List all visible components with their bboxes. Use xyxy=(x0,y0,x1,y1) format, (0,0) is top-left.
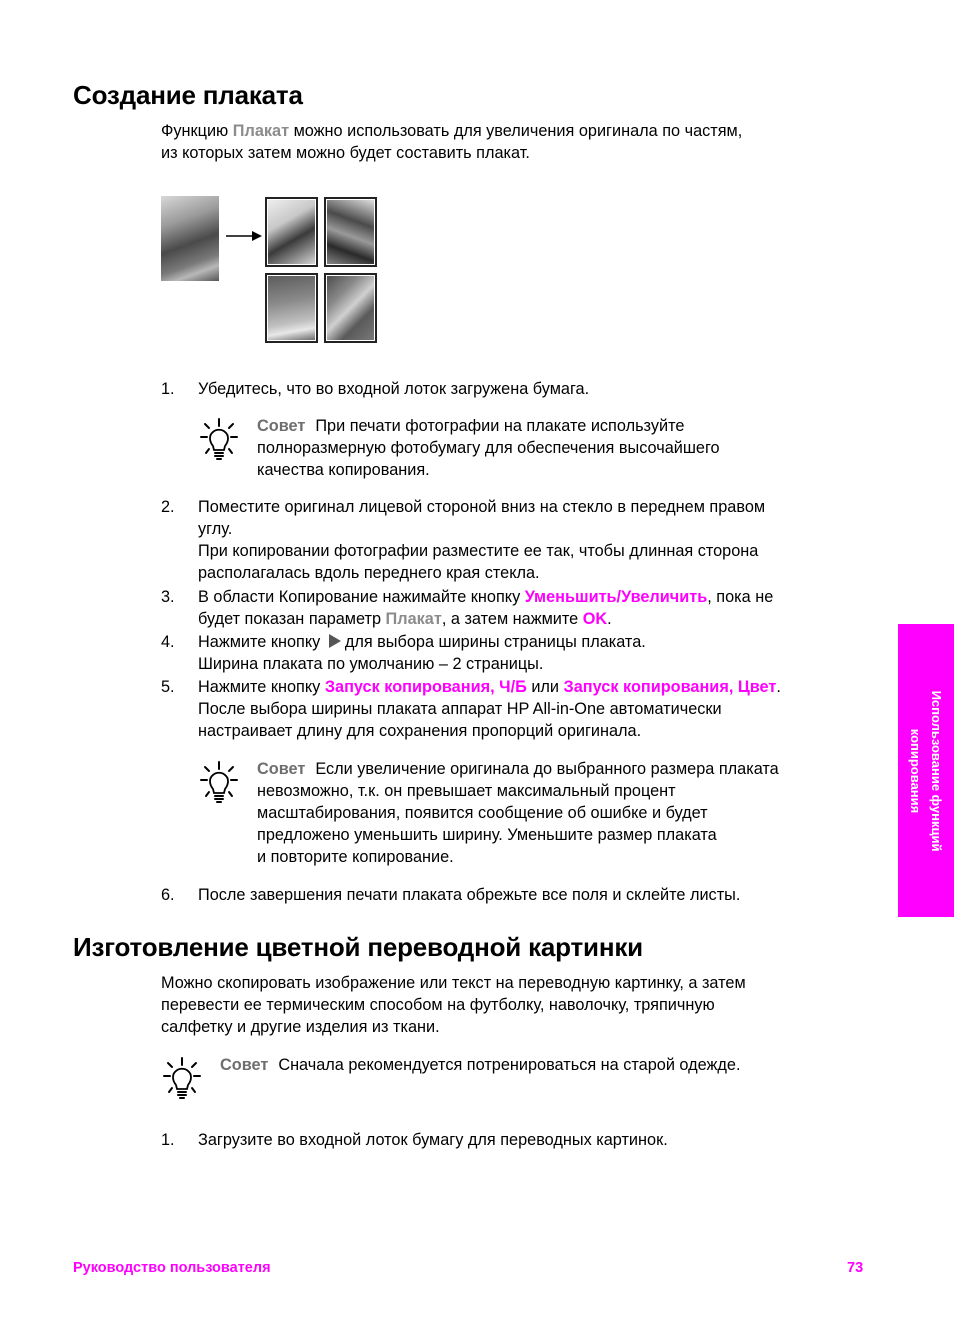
intro-text: из которых затем можно будет составить плакат. xyxy=(161,144,530,162)
tip-label: Совет xyxy=(257,760,306,778)
step-item xyxy=(161,378,861,400)
step-text xyxy=(198,586,861,630)
step-line: располагалась вдоль переднего края стекла. xyxy=(198,564,540,582)
step-line: , а затем нажмите xyxy=(441,610,583,628)
section-title-transfer: Изготовление цветной переводной картинки xyxy=(73,932,643,962)
step-number: 2. xyxy=(161,498,175,516)
tip-text: масштабирования, появится сообщение об ошибке и будет xyxy=(257,804,708,822)
step-text: После завершения печати плаката обрежьте все поля и склейте листы. xyxy=(198,886,741,904)
original-photo xyxy=(161,196,219,281)
tip-box xyxy=(199,758,859,868)
step-number: 6. xyxy=(161,886,175,904)
step-line: . xyxy=(776,678,781,696)
lightbulb-icon xyxy=(199,758,239,804)
step-number: 3. xyxy=(161,588,175,606)
step-item xyxy=(161,1129,861,1151)
page-number: 73 xyxy=(847,1260,864,1276)
step-line: В области Копирование нажимайте кнопку xyxy=(198,588,525,606)
step-line: , пока не xyxy=(707,588,774,606)
button-name-reduce-enlarge: Уменьшить/Увеличить xyxy=(524,588,708,606)
tip-box xyxy=(162,1054,862,1076)
tip-label: Совет xyxy=(257,417,306,435)
transfer-intro xyxy=(161,972,861,1038)
tip-text: невозможно, т.к. он превышает максимальный процент xyxy=(257,782,676,800)
tip-text: предложено уменьшить ширину. Уменьшите размер плаката xyxy=(257,826,717,844)
chapter-side-tab xyxy=(898,624,954,917)
button-name-start-copy-bw: Запуск копирования, Ч/Б xyxy=(324,678,527,696)
step-line: Нажмите кнопку xyxy=(198,633,325,651)
intro-text: салфетку и другие изделия из ткани. xyxy=(161,1018,440,1036)
button-name-start-copy-color: Запуск копирования, Цвет xyxy=(563,678,777,696)
section-title-poster: Создание плаката xyxy=(73,80,303,110)
tip-box xyxy=(199,415,839,481)
right-arrow-button-icon xyxy=(329,634,341,648)
tip-text: полноразмерную фотобумагу для обеспечения высочайшего xyxy=(257,439,720,457)
tip-text: При печати фотографии на плакате используйте xyxy=(315,417,685,435)
side-tab-line: Использование функций xyxy=(929,690,944,851)
lightbulb-icon xyxy=(162,1054,202,1100)
tip-text: качества копирования. xyxy=(257,461,430,479)
step-text xyxy=(198,496,861,584)
step-line: Ширина плаката по умолчанию – 2 страницы. xyxy=(198,655,544,673)
step-text: Убедитесь, что во входной лоток загружена бумага. xyxy=(198,380,590,398)
poster-figure xyxy=(161,196,386,346)
button-name-ok: OK xyxy=(582,610,608,628)
step-item xyxy=(161,631,861,675)
step-number: 1. xyxy=(161,380,175,398)
intro-text: можно использовать для увеличения оригинала по частям, xyxy=(289,122,743,140)
step-item xyxy=(161,884,861,906)
step-text xyxy=(198,631,861,675)
step-line: настраивает длину для сохранения пропорций оригинала. xyxy=(198,722,642,740)
step-number: 4. xyxy=(161,633,175,651)
keyword-poster: Плакат xyxy=(385,610,442,628)
step-line: После выбора ширины плаката аппарат HP All-in-One автоматически xyxy=(198,700,722,718)
step-line: углу. xyxy=(198,520,233,538)
step-line: для выбора ширины страницы плаката. xyxy=(344,633,646,651)
step-item xyxy=(161,496,861,584)
step-line: . xyxy=(607,610,612,628)
poster-tile xyxy=(265,273,318,343)
intro-text: перевести ее термическим способом на футболку, наволочку, тряпичную xyxy=(161,996,715,1014)
intro-text: Функцию xyxy=(161,122,233,140)
step-item xyxy=(161,676,861,742)
tip-text: Если увеличение оригинала до выбранного размера плаката xyxy=(315,760,779,778)
step-line: Нажмите кнопку xyxy=(198,678,325,696)
step-text xyxy=(198,676,861,742)
chapter-side-tab-label xyxy=(905,651,947,891)
step-number: 5. xyxy=(161,678,175,696)
poster-tile xyxy=(324,273,377,343)
step-item xyxy=(161,586,861,630)
footer-title: Руководство пользователя xyxy=(73,1260,271,1276)
step-line: Поместите оригинал лицевой стороной вниз на стекло в переднем правом xyxy=(198,498,766,516)
tip-text: Сначала рекомендуется потренироваться на старой одежде. xyxy=(278,1056,741,1074)
step-number: 1. xyxy=(161,1131,175,1149)
lightbulb-icon xyxy=(199,415,239,461)
step-text: Загрузите во входной лоток бумагу для переводных картинок. xyxy=(198,1131,668,1149)
keyword-poster: Плакат xyxy=(232,122,290,140)
step-line: или xyxy=(526,678,564,696)
poster-tile xyxy=(324,197,377,267)
step-line: При копировании фотографии разместите ее так, чтобы длинная сторона xyxy=(198,542,759,560)
step-line: будет показан параметр xyxy=(198,610,386,628)
arrow-right-icon xyxy=(226,230,262,242)
poster-intro xyxy=(161,120,841,164)
side-tab-line: копирования xyxy=(908,728,923,813)
poster-tile xyxy=(265,197,318,267)
tip-text: и повторите копирование. xyxy=(257,848,454,866)
tip-label: Совет xyxy=(220,1056,269,1074)
intro-text: Можно скопировать изображение или текст на переводную картинку, а затем xyxy=(161,974,746,992)
